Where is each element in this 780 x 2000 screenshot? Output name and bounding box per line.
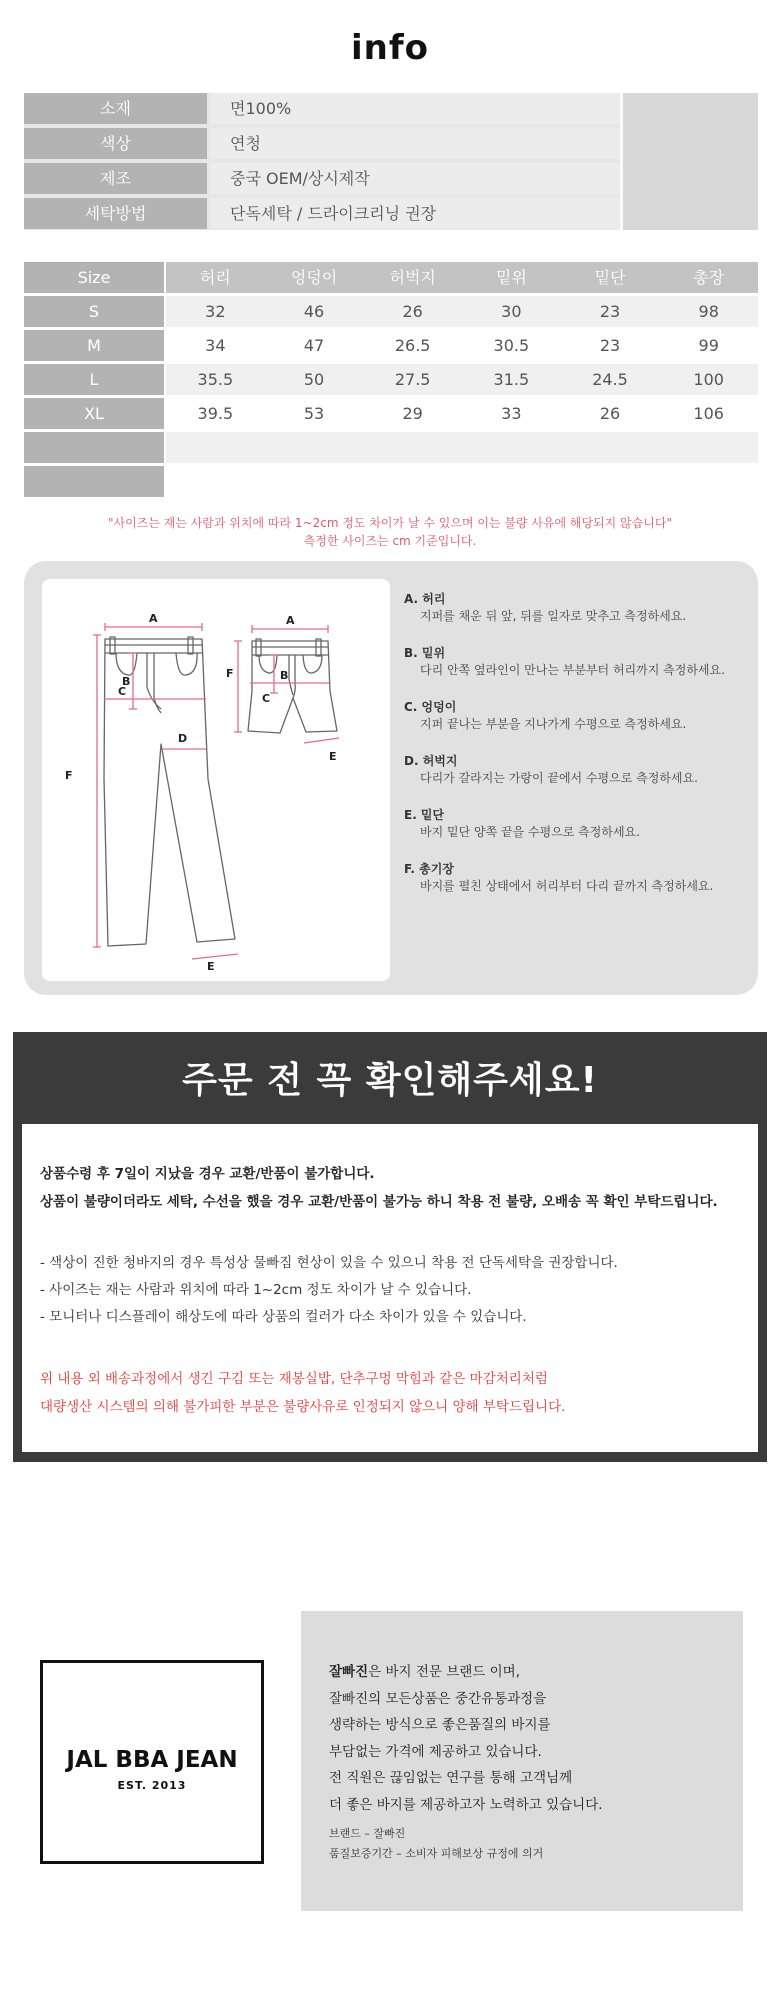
- brand-line-rest: 은 바지 전문 브랜드 이며,: [368, 1664, 520, 1680]
- measure-line-e-long: [192, 954, 238, 959]
- measure-item-head: E. 밑단: [404, 808, 445, 822]
- size-cell: 29: [402, 404, 423, 423]
- measure-list: [404, 591, 744, 915]
- measure-item-head: A. 허리: [404, 592, 446, 606]
- size-column-header: 허벅지: [389, 268, 436, 287]
- brand-logo-est: EST. 2013: [117, 1779, 187, 1792]
- diagram-label-a: A: [286, 614, 295, 627]
- info-label: 제조: [24, 163, 207, 194]
- brand-line: [329, 1659, 715, 1686]
- pants-diagram: [42, 579, 390, 981]
- measure-item-desc: 바지를 펼친 상태에서 허리부터 다리 끝까지 측정하세요.: [420, 879, 714, 893]
- measure-item-desc: 다리가 갈라지는 가랑이 끝에서 수평으로 측정하세요.: [420, 771, 698, 785]
- measure-line-f-long: [93, 635, 101, 947]
- size-header-row: [24, 262, 758, 293]
- info-value: 단독세탁 / 드라이크리닝 권장: [210, 198, 620, 229]
- diagram-label-f: F: [226, 667, 234, 680]
- notice-title: 주문 전 꼭 확인해주세요!: [182, 1060, 598, 1101]
- size-row: [24, 330, 758, 361]
- size-label: M: [24, 330, 164, 361]
- brand-small-line: 품질보증기간 – 소비자 피해보상 규정에 의거: [329, 1847, 544, 1860]
- size-note: [0, 514, 780, 550]
- size-cell: 39.5: [197, 404, 234, 423]
- notice-item: - 색상이 진한 청바지의 경우 특성상 물빠짐 현상이 있을 수 있으니 착용 전 단독세탁을 권장합니다.: [40, 1255, 618, 1271]
- diagram-label-a: A: [149, 612, 158, 625]
- info-label: 세탁방법: [24, 198, 207, 229]
- size-cell: 106: [693, 404, 724, 423]
- diagram-label-e: E: [329, 750, 337, 763]
- brand-name: 잘빠진: [329, 1664, 369, 1680]
- brand-line: 부담없는 가격에 제공하고 있습니다.: [329, 1743, 542, 1760]
- measure-item-head: D. 허벅지: [404, 754, 458, 768]
- measure-item: [404, 861, 744, 895]
- size-note-line: "사이즈는 재는 사람과 위치에 따라 1~2cm 정도 차이가 날 수 있으며 이는 불량 사유에 해당되지 않습니다": [108, 516, 672, 530]
- diagram-label-e: E: [207, 960, 215, 973]
- size-label-empty: [24, 466, 164, 497]
- measure-item-desc: 바지 밑단 양쪽 끝을 수평으로 측정하세요.: [420, 825, 640, 839]
- size-cell: 30.5: [493, 336, 530, 355]
- size-column-header: 밑위: [495, 268, 527, 287]
- brand-line: 잘빠진의 모든상품은 중간유통과정을: [329, 1690, 547, 1707]
- info-value: 연청: [210, 128, 620, 159]
- measure-item-desc: 다리 안쪽 옆라인이 만나는 부분부터 허리까지 측정하세요.: [420, 663, 725, 677]
- notice-bold-line: 상품수령 후 7일이 지났을 경우 교환/반품이 불가합니다.: [40, 1166, 375, 1182]
- measure-item: [404, 699, 744, 733]
- size-cell: 33: [501, 404, 522, 423]
- measure-item: [404, 591, 744, 625]
- pants-diagram-card: [42, 579, 390, 981]
- diagram-label-c: C: [118, 685, 127, 698]
- size-label: S: [24, 296, 164, 327]
- info-label: 색상: [24, 128, 207, 159]
- measure-guide: [24, 561, 758, 995]
- brand-description: [301, 1611, 743, 1911]
- diagram-label-d: D: [178, 732, 188, 745]
- measure-item-desc: 지퍼를 채운 뒤 앞, 뒤를 일자로 맞추고 측정하세요.: [420, 609, 687, 623]
- size-header-label: Size: [24, 262, 164, 293]
- size-row: [24, 296, 758, 327]
- info-value: 면100%: [210, 93, 620, 124]
- notice-item: - 사이즈는 재는 사람과 위치에 따라 1~2cm 정도 차이가 날 수 있습니다.: [40, 1282, 472, 1298]
- diagram-label-b: B: [280, 669, 289, 682]
- size-note-line: 측정한 사이즈는 cm 기준입니다.: [303, 534, 477, 548]
- measure-item-desc: 지퍼 끝나는 부분을 지나가게 수평으로 측정하세요.: [420, 717, 687, 731]
- brand-line: 전 직원은 끊임없는 연구를 통해 고객님께: [329, 1770, 573, 1786]
- brand-small-line: 브랜드 – 잘빠진: [329, 1827, 406, 1840]
- size-column-header: 밑단: [594, 268, 626, 287]
- size-cell: 24.5: [592, 370, 628, 389]
- size-cell: 26: [599, 404, 621, 423]
- diagram-label-c: C: [262, 692, 271, 705]
- notice-body: [22, 1124, 758, 1452]
- size-cell: 32: [205, 302, 226, 321]
- size-row-empty: [24, 432, 758, 463]
- size-cell: 35.5: [197, 370, 234, 389]
- size-label: XL: [24, 398, 164, 429]
- size-cell: 99: [698, 336, 719, 355]
- info-value: 중국 OEM/상시제작: [210, 163, 620, 194]
- order-notice: [13, 1032, 767, 1462]
- page-title: info: [350, 28, 429, 68]
- brand-logo: [40, 1660, 264, 1864]
- size-cell: 23: [599, 336, 621, 355]
- measure-line-e-short: [304, 738, 339, 743]
- measure-item: [404, 645, 744, 679]
- brand-line: 생략하는 방식으로 좋은품질의 바지를: [329, 1717, 551, 1733]
- size-label-empty: [24, 432, 164, 463]
- measure-item-head: C. 엉덩이: [404, 700, 457, 714]
- notice-red-line: 대량생산 시스템의 의해 불가피한 부분은 불량사유로 인정되지 않으니 양해 부탁드립니다.: [40, 1399, 566, 1415]
- notice-item: - 모니터나 디스플레이 해상도에 따라 상품의 컬러가 다소 차이가 있을 수 있습니다.: [40, 1309, 527, 1325]
- size-cell: 46: [303, 302, 325, 321]
- size-cell: 26: [402, 302, 423, 321]
- size-column-header: 허리: [199, 268, 231, 287]
- size-cell: 50: [303, 370, 325, 389]
- notice-bold-line: 상품이 불량이더라도 세탁, 수선을 했을 경우 교환/반품이 불가능 하니 착용 전 불량, 오배송 꼭 확인 부탁드립니다.: [40, 1194, 718, 1210]
- size-cell: 100: [693, 370, 724, 389]
- diagram-label-f: F: [65, 769, 73, 782]
- info-side-panel: [620, 93, 758, 230]
- size-cell: 98: [698, 302, 719, 321]
- size-cell: 34: [205, 336, 226, 355]
- size-cell: 30: [501, 302, 522, 321]
- size-row: [24, 364, 758, 395]
- size-cell: 27.5: [394, 370, 431, 389]
- size-cell: 47: [303, 336, 325, 355]
- size-column-header: 총장: [693, 268, 725, 287]
- diagram-label-b: B: [122, 675, 131, 688]
- measure-item-head: F. 총기장: [404, 862, 454, 876]
- size-cell: 26.5: [394, 336, 431, 355]
- measure-item: [404, 753, 744, 787]
- info-label: 소재: [24, 93, 207, 124]
- size-row-empty: [24, 466, 758, 497]
- size-cell: 53: [303, 404, 325, 423]
- size-cell: 23: [599, 302, 621, 321]
- size-cell: 31.5: [493, 370, 530, 389]
- measure-item: [404, 807, 744, 841]
- brand-line: 더 좋은 바지를 제공하고자 노력하고 있습니다.: [329, 1796, 603, 1813]
- size-label: L: [24, 364, 164, 395]
- info-table: [24, 93, 758, 230]
- size-column-header: 엉덩이: [290, 268, 338, 287]
- notice-red-line: 위 내용 외 배송과정에서 생긴 구김 또는 재봉실밥, 단추구멍 막힘과 같은 마감처리처럼: [40, 1371, 548, 1387]
- size-row: [24, 398, 758, 429]
- brand-logo-name: JAL BBA JEAN: [66, 1747, 238, 1773]
- measure-item-head: B. 밑위: [404, 646, 446, 660]
- measure-line-f-short: [234, 641, 242, 732]
